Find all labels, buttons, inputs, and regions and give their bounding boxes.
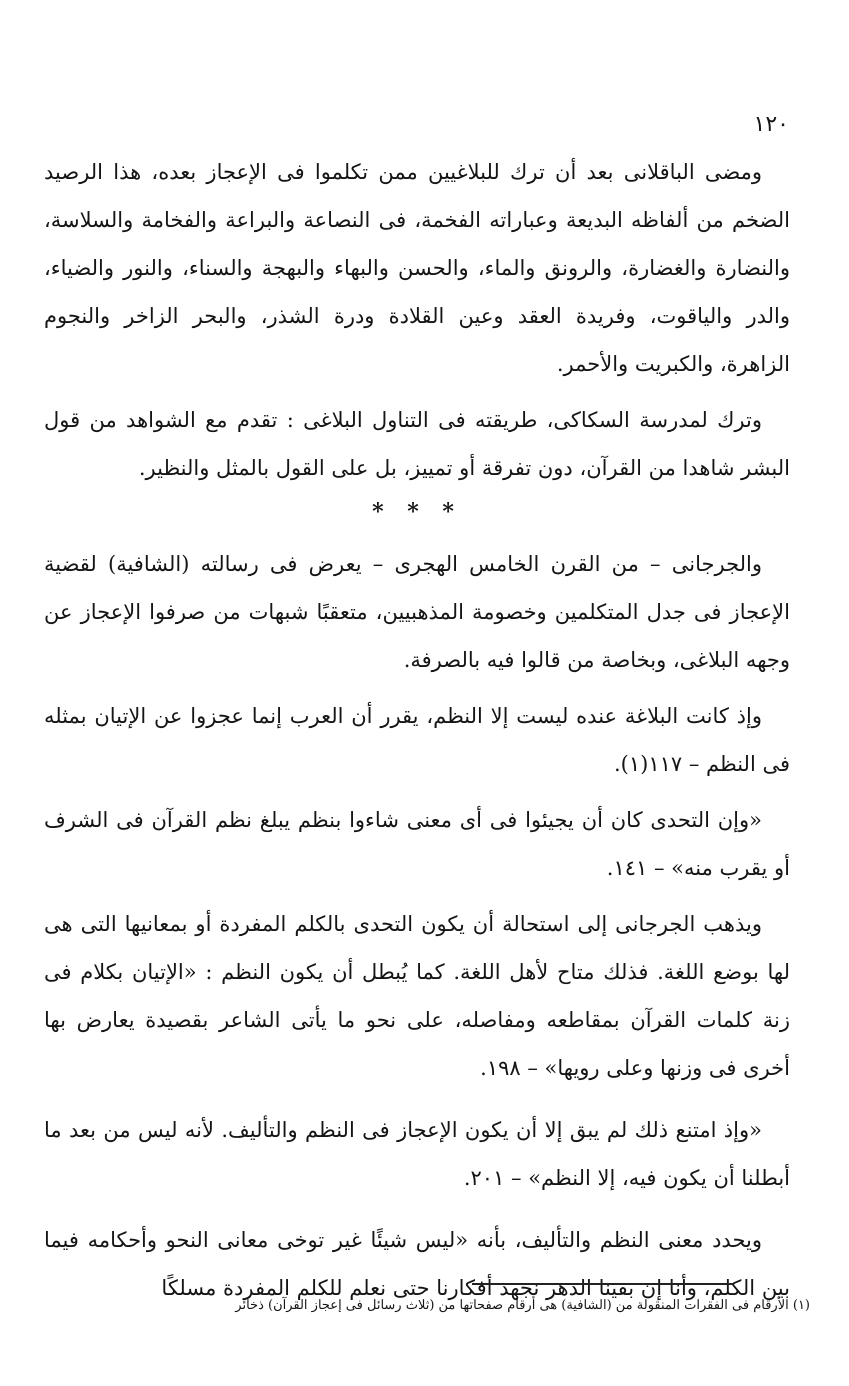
paragraph-jurjani-intro: والجرجانى – من القرن الخامس الهجرى – يعرض فى رسالته (الشافية) لقضية الإعجاز فى جدل المتكلمين وخصومة المذهبيين، متعقبًا شبهات من صرفوا الإعجاز عن وجهه البلاغى، وبخاصة من قالوا فيه بالصرفة.	[44, 552, 790, 672]
page-body	[44, 112, 790, 1312]
footnote-divider	[472, 1283, 734, 1285]
footnote: (١) الأرقام فى الفقرات المنقولة من (الشافية) هى أرقام صفحاتها من (ثلاث رسائل فى إعجاز القرآن) ذخائر	[235, 1298, 810, 1313]
paragraph-kalim-mufrada: ويذهب الجرجانى إلى استحالة أن يكون التحدى بالكلم المفردة أو بمعانيها التى هى لها بوضع اللغة. فذلك متاح لأهل اللغة. كما يُبطل أن يكون النظم : «الإتيان بكلام فى زنة كلمات القرآن بمقاطعه ومفاصله، على نحو ما يأتى الشاعر بقصيدة يعارض بها أخرى فى وزنها وعلى رويها» – ١٩٨.	[44, 912, 790, 1080]
paragraph-nazm-definition: ويحدد معنى النظم والتأليف، بأنه «ليس شيئًا غير توخى معانى النحو وأحكامه فيما بين الكلم، وأنا إن بقينا الدهر نجهد أفكارنا حتى نعلم للكلم المفردة مسلكًا	[44, 1228, 790, 1300]
section-separator: * * *	[372, 499, 462, 525]
paragraph-tahaddi-quote: «وإن التحدى كان أن يجيئوا فى أى معنى شاءوا بنظم يبلغ نظم القرآن فى الشرف أو يقرب منه» – ١٤١.	[44, 808, 790, 880]
page-number: ١٢٠	[753, 112, 789, 137]
paragraph-baqillani: ومضى الباقلانى بعد أن ترك للبلاغيين ممن تكلموا فى الإعجاز بعده، هذا الرصيد الضخم من ألفاظه البديعة وعباراته الفخمة، فى النصاعة والبراعة والفخامة والسلاسة، والنضارة والغضارة، والرونق والماء، والحسن والبهاء والبهجة والسناء، والنور والضياء، والدر والياقوت، وفريدة العقد وعين القلادة ودرة الشذر، والبحر الزاخر والنجوم الزاهرة، والكبريت والأحمر.	[44, 160, 790, 376]
paragraph-balagha-nazm: وإذ كانت البلاغة عنده ليست إلا النظم، يقرر أن العرب إنما عجزوا عن الإتيان بمثله فى النظم – ١١٧(١).	[44, 704, 790, 776]
paragraph-sakkaki: وترك لمدرسة السكاكى، طريقته فى التناول البلاغى : تقدم مع الشواهد من قول البشر شاهدا من القرآن، دون تفرقة أو تمييز، بل على القول بالمثل والنظير.	[44, 408, 790, 480]
paragraph-ijaz-nazm-quote: «وإذ امتنع ذلك لم يبق إلا أن يكون الإعجاز فى النظم والتأليف. لأنه ليس من بعد ما أبطلنا أن يكون فيه، إلا النظم» – ٢٠١.	[44, 1118, 790, 1190]
